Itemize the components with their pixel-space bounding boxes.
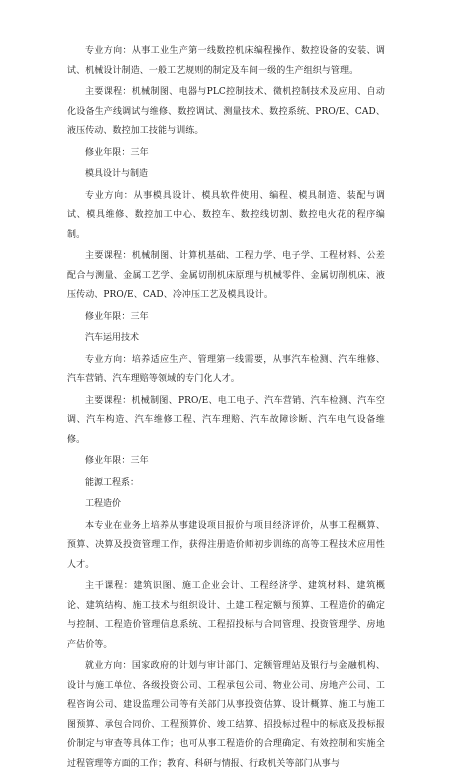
paragraph-cnc-direction: 专业方向：从事工业生产第一线数控机床编程操作、数控设备的安装、调试、机械设计制造、一般工艺规则的制定及车间一级的生产组织与管理。	[67, 46, 385, 76]
paragraph-auto-duration: 修业年限：三年	[85, 456, 149, 466]
paragraph-mold-direction: 专业方向：从事模具设计、模具软件使用、编程、模具制造、装配与调试、模具维修、数控加工中心、数控车、数控线切割、数控电火花的程序编制。	[67, 190, 385, 240]
heading-mold-design: 模具设计与制造	[85, 169, 149, 179]
paragraph-mold-courses: 主要课程：机械制图、计算机基础、工程力学、电子学、工程材料、公差配合与测量、金属工艺学、金属切削机床原理与机械零件、金属切削机床、液压传动、PRO/E、CAD、冷冲压工艺及模具设计。	[67, 251, 385, 300]
paragraph-auto-courses: 主要课程：机械制图、PRO/E、电工电子、汽车营销、汽车检测、汽车空调、汽车构造、汽车维修工程、汽车理赔、汽车故障诊断、汽车电气设备维修。	[67, 395, 385, 445]
paragraph-cnc-courses: 主要课程：机械制图、电器与PLC控制技术、微机控制技术及应用、自动化设备生产线调试与维修、数控调试、测量技术、数控系统、PRO/E、CAD、液压传动、数控加工技能与训练。	[67, 87, 385, 136]
paragraph-cnc-duration: 修业年限：三年	[85, 147, 149, 158]
heading-auto-tech: 汽车运用技术	[85, 333, 140, 343]
heading-energy-dept: 能源工程系：	[85, 477, 140, 488]
paragraph-cost-intro: 本专业在业务上培养从事建设项目报价与项目经济评价，从事工程概算、预算、决算及投资管理工作，获得注册造价师初步训练的高等工程技术应用性人才。	[67, 520, 385, 570]
paragraph-cost-courses: 主干课程：建筑识图、施工企业会计、工程经济学、建筑材料、建筑概论、建筑结构、施工技术与组织设计、土建工程定额与预算、工程造价的确定与控制、工程造价管理信息系统、工程招投标与合同管理、投资管理学、房地产估价等。	[67, 581, 385, 650]
document-page	[67, 42, 385, 776]
heading-cost-engineering: 工程造价	[85, 499, 122, 509]
paragraph-auto-direction: 专业方向：培养适应生产、管理第一线需要，从事汽车检测、汽车维修、汽车营销、汽车理赔等领域的专门化人才。	[67, 354, 385, 384]
paragraph-mold-duration: 修业年限：三年	[85, 311, 149, 322]
paragraph-cost-employment: 就业方向：国家政府的计划与审计部门、定额管理站及银行与金融机构、设计与施工单位、各级投资公司、工程承包公司、物业公司、房地产公司、工程咨询公司、建设监理公司等有关部门从事投资估算、设计概算、施工与施工图预算、承包合同价、工程预算价、竣工结算、招投标过程中的标底及投标报价制定与审查等具体工作；也可从事工程造价的合理确定、有效控制和实施全过程管理等方面的工作；教育、科研与情报、行政机关等部门从事与	[67, 661, 385, 769]
